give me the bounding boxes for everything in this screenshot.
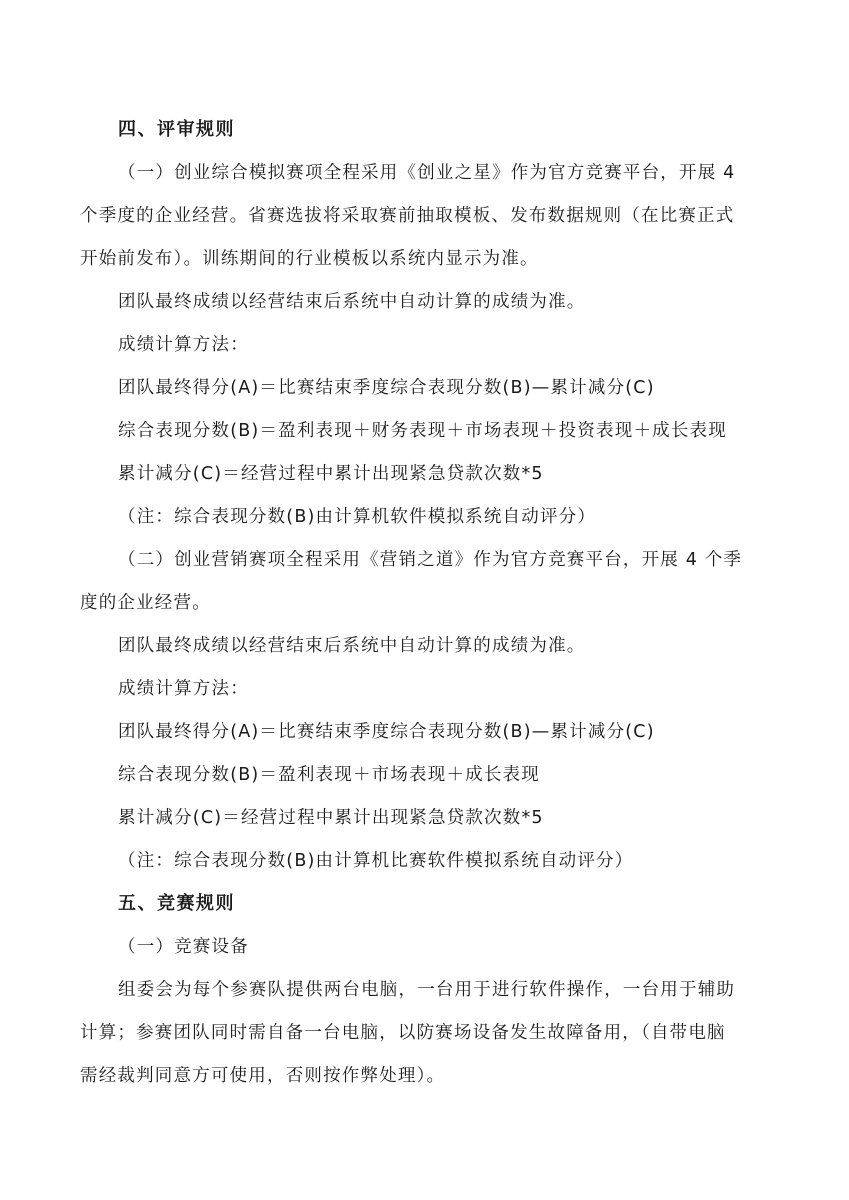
paragraph-line: 度的企业经营。 [80, 593, 211, 613]
formula-line: 累计减分(C)＝经营过程中累计出现紧急贷款次数*5 [118, 464, 544, 484]
note-line: （注：综合表现分数(B)由计算机比赛软件模拟系统自动评分） [118, 851, 634, 871]
formula-line: 团队最终得分(A)＝比赛结束季度综合表现分数(B)—累计减分(C) [118, 722, 655, 742]
formula-line: 综合表现分数(B)＝盈利表现＋财务表现＋市场表现＋投资表现＋成长表现 [118, 421, 727, 441]
paragraph-line: 开始前发布）。训练期间的行业模板以系统内显示为准。 [80, 249, 539, 269]
paragraph-line: （一）创业综合模拟赛项全程采用《创业之星》作为官方竞赛平台，开展 4 [118, 163, 736, 183]
section-heading-5: 五、竞赛规则 [118, 893, 235, 914]
paragraph-line: 成绩计算方法： [118, 335, 249, 355]
paragraph-line: 组委会为每个参赛队提供两台电脑，一台用于进行软件操作，一台用于辅助 [118, 980, 736, 1000]
subheading-line: （一）竞赛设备 [118, 937, 249, 957]
paragraph-line: （二）创业营销赛项全程采用《营销之道》作为官方竞赛平台，开展 4 个季 [118, 550, 743, 570]
formula-line: 团队最终得分(A)＝比赛结束季度综合表现分数(B)—累计减分(C) [118, 378, 655, 398]
paragraph-line: 团队最终成绩以经营结束后系统中自动计算的成绩为准。 [118, 292, 586, 312]
paragraph-line: 计算；参赛团队同时需自备一台电脑，以防赛场设备发生故障备用，（自带电脑 [80, 1023, 726, 1043]
paragraph-line: 成绩计算方法： [118, 679, 249, 699]
paragraph-line: 个季度的企业经营。省赛选拔将采取赛前抽取模板、发布数据规则（在比赛正式 [80, 206, 735, 226]
paragraph-line: 需经裁判同意方可使用，否则按作弊处理）。 [80, 1066, 446, 1086]
paragraph-line: 团队最终成绩以经营结束后系统中自动计算的成绩为准。 [118, 636, 586, 656]
section-heading-4: 四、评审规则 [118, 119, 235, 140]
formula-line: 累计减分(C)＝经营过程中累计出现紧急贷款次数*5 [118, 808, 544, 828]
formula-line: 综合表现分数(B)＝盈利表现＋市场表现＋成长表现 [118, 765, 540, 785]
note-line: （注：综合表现分数(B)由计算机软件模拟系统自动评分） [118, 507, 597, 527]
